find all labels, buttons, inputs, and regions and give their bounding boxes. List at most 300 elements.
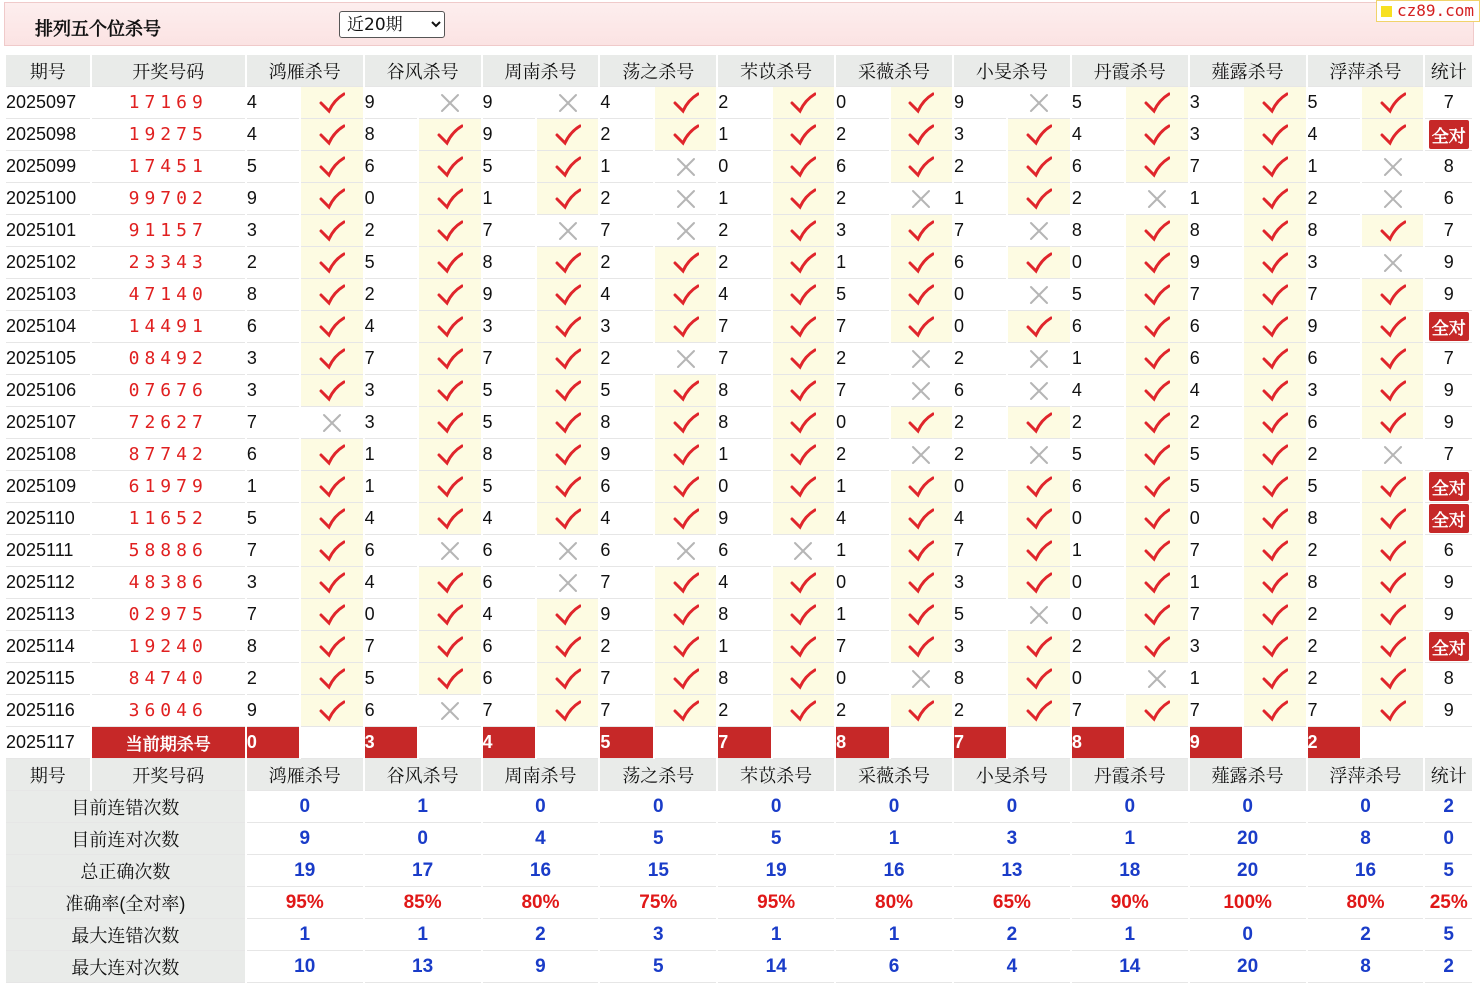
result-mark-cell (1362, 567, 1423, 599)
result-mark-cell (655, 631, 716, 663)
table-row (6, 247, 1472, 279)
kill-number-cell: 7 (483, 343, 535, 375)
check-icon (1026, 316, 1052, 338)
table-row (6, 535, 1472, 567)
result-mark-cell (1244, 567, 1305, 599)
check-icon (555, 284, 581, 306)
result-mark-cell (1126, 535, 1187, 567)
issue-cell: 2025110 (6, 503, 90, 535)
cross-icon (555, 572, 581, 594)
kill-number-cell: 8 (483, 247, 535, 279)
check-icon (437, 412, 463, 434)
stats-value: 6 (836, 951, 952, 983)
column-header: 期号 (6, 55, 90, 87)
cross-icon (908, 668, 934, 690)
full-correct-badge: 全对 (1429, 504, 1469, 533)
stats-value: 20 (1190, 951, 1306, 983)
result-mark-cell (655, 471, 716, 503)
kill-number-cell: 6 (1072, 151, 1124, 183)
result-mark-cell (1362, 343, 1423, 375)
result-mark-cell (1362, 407, 1423, 439)
column-header: 浮萍杀号 (1308, 55, 1424, 87)
count-cell: 9 (1425, 599, 1472, 631)
empty-cell (419, 727, 480, 759)
check-icon (790, 348, 816, 370)
draw-number-cell: 36046 (92, 695, 245, 727)
result-mark-cell (655, 503, 716, 535)
result-mark-cell (301, 87, 362, 119)
table-row (6, 407, 1472, 439)
check-icon (437, 220, 463, 242)
column-header: 周南杀号 (483, 759, 599, 791)
issue-cell: 2025109 (6, 471, 90, 503)
stats-row (6, 823, 1472, 855)
result-mark-cell (301, 439, 362, 471)
kill-number-cell: 7 (365, 631, 417, 663)
check-icon (319, 700, 345, 722)
column-header: 周南杀号 (483, 55, 599, 87)
check-icon (437, 476, 463, 498)
kill-number-cell: 0 (954, 311, 1006, 343)
result-mark-cell (1126, 279, 1187, 311)
result-mark-cell (1126, 503, 1187, 535)
kill-number-cell: 4 (836, 503, 888, 535)
kill-number-cell: 4 (718, 279, 770, 311)
stats-value: 95% (247, 887, 363, 919)
kill-number-cell: 1 (365, 439, 417, 471)
stats-value: 16 (1308, 855, 1424, 887)
result-mark-cell (1362, 631, 1423, 663)
stats-value: 80% (1308, 887, 1424, 919)
check-icon (555, 252, 581, 274)
issue-cell: 2025106 (6, 375, 90, 407)
kill-number-cell: 8 (1190, 215, 1242, 247)
count-cell: 9 (1425, 247, 1472, 279)
kill-number-cell: 0 (718, 151, 770, 183)
kill-number-cell: 2 (954, 695, 1006, 727)
kill-number-cell: 7 (247, 535, 299, 567)
check-icon (555, 508, 581, 530)
result-mark-cell (773, 471, 834, 503)
result-mark-cell (1244, 471, 1305, 503)
kill-number-cell: 7 (954, 215, 1006, 247)
result-mark-cell (891, 151, 952, 183)
check-icon (673, 284, 699, 306)
stats-value: 0 (1190, 791, 1306, 823)
check-icon (1026, 668, 1052, 690)
kill-number-cell: 5 (1072, 279, 1124, 311)
kill-number-cell: 0 (954, 471, 1006, 503)
check-icon (673, 636, 699, 658)
current-kill-cell: 9 (1190, 727, 1242, 759)
kill-number-cell: 9 (483, 87, 535, 119)
issue-cell: 2025099 (6, 151, 90, 183)
check-icon (790, 412, 816, 434)
check-icon (673, 316, 699, 338)
empty-cell (655, 727, 716, 759)
result-mark-cell (301, 151, 362, 183)
draw-number-cell: 14491 (92, 311, 245, 343)
check-icon (908, 92, 934, 114)
check-icon (1380, 476, 1406, 498)
stats-value: 0 (954, 791, 1070, 823)
kill-number-cell: 2 (600, 343, 652, 375)
kill-number-cell: 5 (600, 375, 652, 407)
draw-number-cell: 19275 (92, 119, 245, 151)
stats-value: 19 (247, 855, 363, 887)
check-icon (319, 284, 345, 306)
kill-number-cell: 0 (365, 183, 417, 215)
kill-number-cell: 5 (483, 375, 535, 407)
kill-number-cell: 8 (365, 119, 417, 151)
result-mark-cell (537, 695, 598, 727)
kill-number-cell: 6 (1190, 311, 1242, 343)
current-kill-cell: 3 (365, 727, 417, 759)
check-icon (555, 380, 581, 402)
kill-number-cell: 3 (954, 119, 1006, 151)
result-mark-cell (537, 471, 598, 503)
check-icon (908, 316, 934, 338)
result-mark-cell (655, 439, 716, 471)
result-mark-cell (773, 535, 834, 567)
kill-number-cell: 7 (247, 407, 299, 439)
draw-number-cell: 61979 (92, 471, 245, 503)
check-icon (908, 156, 934, 178)
kill-number-cell: 7 (1308, 279, 1360, 311)
result-mark-cell (773, 183, 834, 215)
check-icon (437, 380, 463, 402)
issue-cell: 2025112 (6, 567, 90, 599)
kill-number-cell: 5 (1190, 471, 1242, 503)
stats-value: 1 (365, 791, 481, 823)
kill-number-cell: 8 (718, 375, 770, 407)
stats-value: 0 (600, 791, 716, 823)
table-row (6, 663, 1472, 695)
result-mark-cell (1008, 279, 1069, 311)
check-icon (437, 572, 463, 594)
result-mark-cell (537, 247, 598, 279)
cross-icon (1026, 220, 1052, 242)
result-mark-cell (1362, 311, 1423, 343)
stats-value: 3 (600, 919, 716, 951)
result-mark-cell (773, 663, 834, 695)
check-icon (1262, 508, 1288, 530)
stats-value: 100% (1190, 887, 1306, 919)
kill-number-cell: 5 (1190, 439, 1242, 471)
draw-number-cell: 17451 (92, 151, 245, 183)
stats-row (6, 919, 1472, 951)
result-mark-cell (1008, 151, 1069, 183)
kill-number-cell: 2 (718, 247, 770, 279)
kill-number-cell: 1 (1072, 535, 1124, 567)
result-mark-cell (537, 279, 598, 311)
stats-value: 8 (1308, 951, 1424, 983)
table-row (6, 151, 1472, 183)
kill-number-cell: 2 (1308, 439, 1360, 471)
result-mark-cell (419, 279, 480, 311)
cross-icon (437, 92, 463, 114)
kill-number-cell: 6 (247, 311, 299, 343)
header-row (6, 55, 1472, 87)
kill-number-cell: 4 (483, 503, 535, 535)
kill-number-cell: 5 (365, 247, 417, 279)
check-icon (673, 668, 699, 690)
kill-number-cell: 1 (1190, 567, 1242, 599)
stats-value: 9 (247, 823, 363, 855)
check-icon (1144, 124, 1170, 146)
kill-number-cell: 7 (483, 695, 535, 727)
kill-number-cell: 8 (247, 631, 299, 663)
kill-number-cell: 5 (1308, 87, 1360, 119)
stats-value: 0 (1190, 919, 1306, 951)
result-mark-cell (891, 247, 952, 279)
check-icon (673, 508, 699, 530)
check-icon (908, 540, 934, 562)
kill-number-cell: 6 (836, 151, 888, 183)
table-body (6, 87, 1472, 983)
kill-number-cell: 8 (954, 663, 1006, 695)
cross-icon (673, 220, 699, 242)
result-mark-cell (537, 503, 598, 535)
result-mark-cell (419, 247, 480, 279)
kill-number-cell: 9 (247, 695, 299, 727)
result-mark-cell (773, 311, 834, 343)
result-mark-cell (1126, 183, 1187, 215)
result-mark-cell (419, 439, 480, 471)
column-header: 统计 (1425, 759, 1472, 791)
issue-cell: 2025100 (6, 183, 90, 215)
table-row (6, 311, 1472, 343)
cross-icon (1380, 252, 1406, 274)
result-mark-cell (1008, 119, 1069, 151)
result-mark-cell (773, 279, 834, 311)
result-mark-cell (1244, 375, 1305, 407)
issue-cell: 2025111 (6, 535, 90, 567)
column-header: 荡之杀号 (600, 759, 716, 791)
kill-number-cell: 3 (247, 215, 299, 247)
check-icon (1262, 476, 1288, 498)
draw-number-cell: 23343 (92, 247, 245, 279)
kill-number-cell: 2 (1072, 407, 1124, 439)
kill-number-cell: 6 (247, 439, 299, 471)
kill-number-cell: 8 (718, 407, 770, 439)
result-mark-cell (419, 215, 480, 247)
result-mark-cell (419, 535, 480, 567)
kill-number-cell: 5 (483, 407, 535, 439)
kill-number-cell: 2 (836, 183, 888, 215)
count-cell (1425, 471, 1472, 503)
column-header: 薤露杀号 (1190, 55, 1306, 87)
kill-number-cell: 2 (1308, 663, 1360, 695)
kill-number-cell: 2 (954, 151, 1006, 183)
kill-number-cell: 2 (718, 215, 770, 247)
kill-number-cell: 6 (954, 375, 1006, 407)
count-cell: 7 (1425, 343, 1472, 375)
result-mark-cell (1362, 599, 1423, 631)
result-mark-cell (301, 279, 362, 311)
result-mark-cell (1362, 215, 1423, 247)
stats-total: 2 (1425, 791, 1472, 823)
check-icon (319, 380, 345, 402)
kill-number-cell: 2 (836, 119, 888, 151)
result-mark-cell (301, 311, 362, 343)
result-mark-cell (301, 375, 362, 407)
kill-number-cell: 6 (1190, 343, 1242, 375)
kill-number-cell: 2 (365, 215, 417, 247)
result-mark-cell (301, 631, 362, 663)
empty-cell (1244, 727, 1305, 759)
count-cell: 8 (1425, 663, 1472, 695)
check-icon (1262, 92, 1288, 114)
kill-number-cell: 1 (718, 631, 770, 663)
check-icon (673, 252, 699, 274)
check-icon (1144, 92, 1170, 114)
period-select[interactable] (339, 11, 445, 38)
result-mark-cell (891, 631, 952, 663)
draw-number-cell: 19240 (92, 631, 245, 663)
kill-number-cell: 6 (1072, 311, 1124, 343)
result-mark-cell (419, 343, 480, 375)
check-icon (319, 124, 345, 146)
result-mark-cell (301, 471, 362, 503)
result-mark-cell (1008, 311, 1069, 343)
result-mark-cell (655, 87, 716, 119)
result-mark-cell (1244, 119, 1305, 151)
result-mark-cell (301, 503, 362, 535)
check-icon (437, 668, 463, 690)
result-mark-cell (419, 407, 480, 439)
result-mark-cell (1126, 87, 1187, 119)
count-cell: 6 (1425, 535, 1472, 567)
check-icon (555, 668, 581, 690)
result-mark-cell (1244, 439, 1305, 471)
stats-row (6, 791, 1472, 823)
result-mark-cell (891, 87, 952, 119)
draw-number-cell: 11652 (92, 503, 245, 535)
site-logo[interactable] (1376, 0, 1480, 22)
result-mark-cell (1244, 503, 1305, 535)
result-mark-cell (1126, 439, 1187, 471)
result-mark-cell (537, 439, 598, 471)
stats-value: 1 (1072, 823, 1188, 855)
result-mark-cell (773, 247, 834, 279)
current-kill-cell: 5 (600, 727, 652, 759)
result-mark-cell (537, 535, 598, 567)
kill-number-cell: 9 (483, 279, 535, 311)
kill-number-cell: 1 (365, 471, 417, 503)
kill-number-cell: 3 (1308, 247, 1360, 279)
kill-number-cell: 5 (954, 599, 1006, 631)
draw-number-cell: 08492 (92, 343, 245, 375)
kill-number-cell: 5 (365, 663, 417, 695)
result-mark-cell (1008, 695, 1069, 727)
check-icon (1380, 508, 1406, 530)
check-icon (319, 572, 345, 594)
kill-number-cell: 8 (718, 599, 770, 631)
header-row (6, 759, 1472, 791)
empty-cell (891, 727, 952, 759)
kill-number-cell: 2 (365, 279, 417, 311)
kill-number-cell: 3 (1308, 375, 1360, 407)
kill-number-table (4, 55, 1474, 983)
result-mark-cell (1244, 311, 1305, 343)
check-icon (1380, 572, 1406, 594)
check-icon (1144, 444, 1170, 466)
kill-number-cell: 0 (954, 279, 1006, 311)
kill-number-cell: 2 (600, 183, 652, 215)
full-correct-badge: 全对 (1429, 632, 1469, 661)
kill-number-cell: 8 (1308, 567, 1360, 599)
count-cell: 8 (1425, 151, 1472, 183)
result-mark-cell (419, 663, 480, 695)
check-icon (1026, 700, 1052, 722)
kill-number-cell: 8 (600, 407, 652, 439)
kill-number-cell: 2 (836, 439, 888, 471)
stats-value: 9 (483, 951, 599, 983)
column-header: 采薇杀号 (836, 759, 952, 791)
draw-number-cell: 07676 (92, 375, 245, 407)
result-mark-cell (1362, 247, 1423, 279)
check-icon (1262, 252, 1288, 274)
check-icon (1380, 636, 1406, 658)
check-icon (1144, 508, 1170, 530)
kill-number-cell: 4 (365, 503, 417, 535)
check-icon (790, 220, 816, 242)
kill-number-cell: 8 (1308, 215, 1360, 247)
kill-number-cell: 7 (718, 343, 770, 375)
full-correct-badge: 全对 (1429, 120, 1469, 149)
cross-icon (1026, 380, 1052, 402)
result-mark-cell (1244, 535, 1305, 567)
kill-number-cell: 9 (954, 87, 1006, 119)
result-mark-cell (301, 567, 362, 599)
check-icon (437, 508, 463, 530)
check-icon (437, 284, 463, 306)
stats-value: 95% (718, 887, 834, 919)
kill-number-cell: 4 (600, 279, 652, 311)
kill-number-cell: 2 (247, 247, 299, 279)
result-mark-cell (891, 599, 952, 631)
stats-total: 5 (1425, 855, 1472, 887)
check-icon (1380, 316, 1406, 338)
result-mark-cell (301, 695, 362, 727)
kill-number-cell: 6 (483, 535, 535, 567)
check-icon (1144, 316, 1170, 338)
check-icon (319, 540, 345, 562)
result-mark-cell (773, 87, 834, 119)
result-mark-cell (301, 535, 362, 567)
stats-row (6, 887, 1472, 919)
check-icon (908, 252, 934, 274)
check-icon (673, 92, 699, 114)
check-icon (437, 636, 463, 658)
result-mark-cell (655, 279, 716, 311)
count-cell: 6 (1425, 183, 1472, 215)
kill-number-cell: 3 (600, 311, 652, 343)
result-mark-cell (1244, 215, 1305, 247)
result-mark-cell (1362, 695, 1423, 727)
kill-number-cell: 7 (836, 311, 888, 343)
cross-icon (1026, 348, 1052, 370)
kill-number-cell: 1 (718, 439, 770, 471)
result-mark-cell (1126, 599, 1187, 631)
kill-number-cell: 7 (836, 631, 888, 663)
result-mark-cell (537, 567, 598, 599)
table-row (6, 375, 1472, 407)
check-icon (790, 668, 816, 690)
stats-value: 0 (247, 791, 363, 823)
kill-number-cell: 1 (1190, 183, 1242, 215)
